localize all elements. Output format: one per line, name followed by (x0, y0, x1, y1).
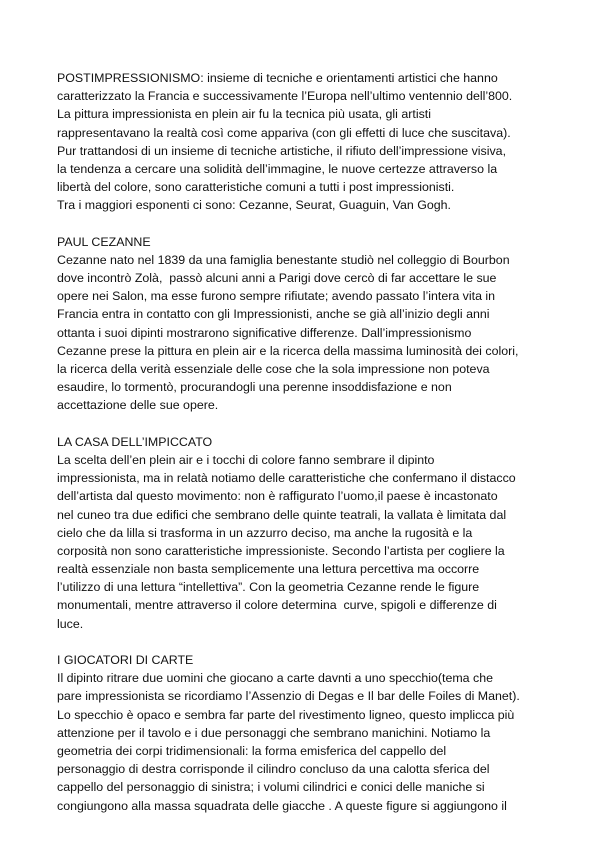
text-line: esaudire, lo tormentò, procurandogli una perenne insoddisfazione e non (57, 380, 452, 395)
text-line: pare impressionista se ricordiamo l’Assenzio di Degas e Il bar delle Foiles di Manet). (57, 689, 520, 704)
text-line: Tra i maggiori esponenti ci sono: Cezanne, Seurat, Guaguin, Van Gogh. (57, 198, 451, 213)
text-line: la tendenza a cercare una solidità dell’immagine, le nuove certezze attraverso la (57, 161, 498, 176)
text-line: cielo che da lilla si trasforma in un azzurro deciso, ma anche la rugosità e la (57, 525, 473, 540)
text-line: caratterizzato la Francia e successivamente l’Europa nell’ultimo ventennio dell’800. (57, 89, 513, 104)
text-line: La pittura impressionista en plein air fu la tecnica più usata, gli artisti (57, 107, 431, 122)
text-line: personaggio di destra corrisponde il cilindro concluso da una calotta sferica del (57, 762, 490, 777)
intro-paragraph (57, 69, 537, 215)
text-line: accettazione delle sue opere. (57, 398, 219, 413)
section-i-giocatori-di-carte (57, 651, 537, 815)
text-line: congiungono alla massa squadrata delle giacche . A queste figure si aggiungono il (57, 798, 507, 813)
text-line: Lo specchio è opaco e sembra far parte del rivestimento ligneo, questo implicca più (57, 707, 515, 722)
text-line: rappresentavano la realtà così come appariva (con gli effetti di luce che suscitava). (57, 125, 511, 140)
paragraph-gap (57, 633, 537, 651)
text-line: opere nei Salon, ma esse furono sempre rifiutate; avendo passato l’intera vita in (57, 289, 496, 304)
section-heading: I GIOCATORI DI CARTE (57, 653, 194, 667)
text-line: Cezanne nato nel 1839 da una famiglia benestante studiò nel colleggio di Bourbon (57, 252, 510, 267)
text-line: impressionista, ma in relatà notiamo delle caratteristiche che confermano il distacco (57, 471, 516, 486)
text-line: l’utilizzo di una lettura “intellettiva”. Con la geometria Cezanne rende le figure (57, 580, 480, 595)
text-line: POSTIMPRESSIONISMO: insieme di tecniche e orientamenti artistici che hanno (57, 71, 498, 85)
text-line: luce. (57, 616, 84, 631)
text-line: cappello del personaggio di sinistra; i volumi cilindrici e conici delle maniche si (57, 780, 485, 795)
paragraph-gap (57, 415, 537, 433)
text-line: dell’artista dal questo movimento: non è raffigurato l’uomo,il paese è incastonato (57, 489, 498, 504)
text-line: Cezanne prese la pittura en plein air e la ricerca della massima luminosità dei colori, (57, 343, 519, 358)
text-line: Pur trattandosi di un insieme di tecniche artistiche, il rifiuto dell’impressione visiva, (57, 143, 507, 158)
text-line: monumentali, mentre attraverso il colore determina curve, spigoli e differenze di (57, 598, 497, 613)
document-text (57, 69, 537, 815)
paragraph-gap (57, 215, 537, 233)
text-line: Il dipinto ritrare due uomini che giocano a carte davnti a uno specchio(tema che (57, 671, 493, 686)
text-line: ottanta i suoi dipinti mostrarono significative differenze. Dall’impressionismo (57, 325, 472, 340)
text-line: dove incontrò Zolà, passò alcuni anni a Parigi dove cercò di far accettare le sue (57, 271, 497, 286)
section-heading: LA CASA DELL’IMPICCATO (57, 434, 213, 449)
section-la-casa-dellimpiccato (57, 433, 537, 633)
text-line: la ricerca della verità essenziale delle cose che la sola impressione non poteva (57, 362, 490, 376)
text-line: Francia entra in contatto con gli Impressionisti, anche se già all’inizio degli anni (57, 307, 490, 322)
section-heading: PAUL CEZANNE (57, 234, 151, 249)
text-line: La scelta dell’en plein air e i tocchi di colore fanno sembrare il dipinto (57, 452, 435, 467)
text-line: libertà del colore, sono caratteristiche comuni a tutti i post impressionisti. (57, 180, 455, 195)
text-line: geometria dei corpi tridimensionali: la forma emisferica del cappello del (57, 743, 447, 758)
text-line: realtà essenziale non basta semplicemente una lettura percettiva ma occorre (57, 562, 480, 577)
text-line: attenzione per il tavolo e i due personaggi che sembrano manichini. Notiamo la (57, 725, 491, 740)
text-line: nel cuneo tra due edifici che sembrano delle quinte teatrali, la vallata è limitata dal (57, 507, 507, 522)
section-paul-cezanne (57, 233, 537, 415)
text-line: corposità non sono caratteristiche impressioniste. Secondo l’artista per cogliere la (57, 543, 505, 558)
